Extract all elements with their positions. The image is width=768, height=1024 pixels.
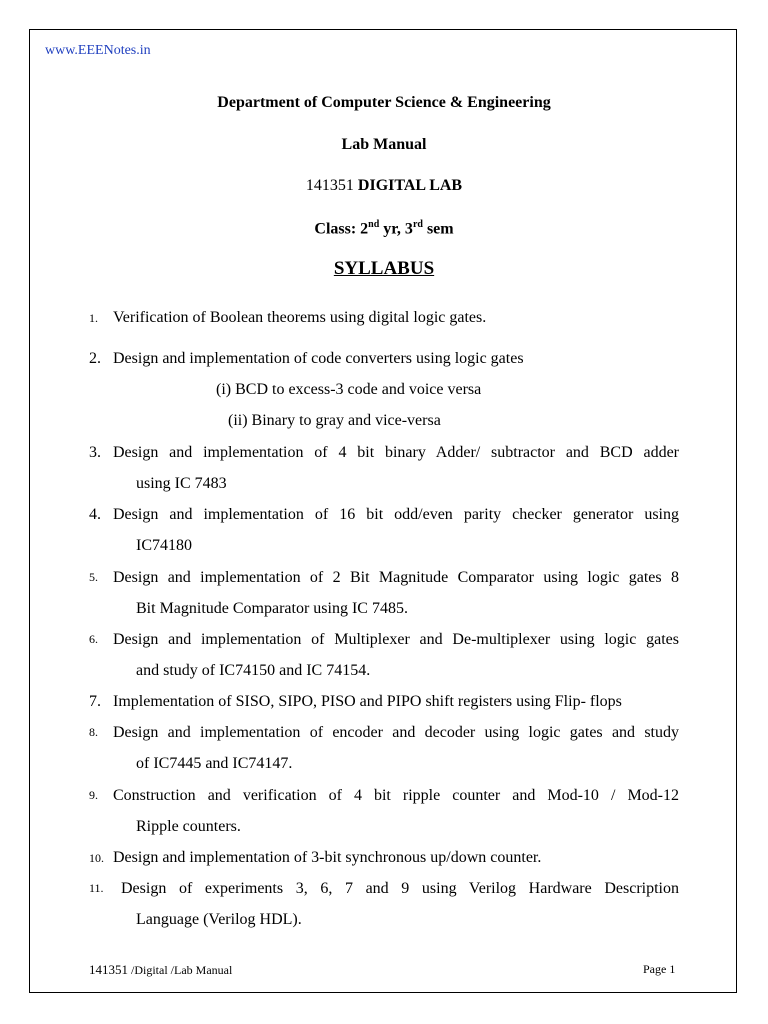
item-text: Design and implementation of 4 bit binary Adder/ subtractor and BCD adder <box>113 444 679 461</box>
item-number: 9. <box>89 788 98 802</box>
item-subpoint: (ii) Binary to gray and vice-versa <box>228 412 441 429</box>
page-number: Page 1 <box>643 962 676 976</box>
syllabus-item <box>89 343 679 374</box>
item-text: Design and implementation of encoder and decoder using logic gates and study <box>113 724 679 741</box>
class-sup-2: rd <box>412 219 423 230</box>
course-code: 141351 <box>305 177 354 194</box>
syllabus-heading: SYLLABUS <box>333 258 435 279</box>
item-text: Design and implementation of Multiplexer and De-multiplexer using logic gates <box>113 631 679 648</box>
syllabus-item <box>89 842 679 874</box>
class-info <box>0 219 768 238</box>
item-number: 8. <box>89 725 98 739</box>
syllabus-item <box>89 562 679 593</box>
syllabus-item <box>89 437 679 468</box>
item-text-continued: of IC7445 and IC74147. <box>136 755 293 772</box>
footer-code: 141351 <box>89 962 128 977</box>
item-text-continued: Bit Magnitude Comparator using IC 7485. <box>136 600 408 617</box>
item-text: Construction and verification of 4 bit ripple counter and Mod-10 / Mod-12 <box>113 787 679 804</box>
course-title <box>0 177 768 195</box>
department-title: Department of Computer Science & Engineering <box>217 94 551 111</box>
item-text-continued: Ripple counters. <box>136 818 241 835</box>
item-text-continued: IC74180 <box>136 537 192 554</box>
item-text: Design and implementation of 2 Bit Magnitude Comparator using logic gates 8 <box>113 569 679 586</box>
item-text: Design and implementation of 3-bit synchronous up/down counter. <box>113 849 542 866</box>
class-suffix: sem <box>422 220 454 238</box>
item-text-continued: Language (Verilog HDL). <box>136 911 302 928</box>
item-number: 4. <box>89 506 101 523</box>
syllabus-item <box>89 499 679 530</box>
item-number: 10. <box>89 851 104 865</box>
item-text: Design and implementation of 16 bit odd/even parity checker generator using <box>113 506 679 523</box>
item-text-continued: using IC 7483 <box>136 475 227 492</box>
manual-title: Lab Manual <box>341 136 427 153</box>
class-prefix: Class: 2 <box>314 220 369 238</box>
syllabus-item <box>89 624 679 655</box>
item-number: 1. <box>89 311 98 325</box>
footer-label: /Digital /Lab Manual <box>128 963 233 977</box>
class-mid: yr, 3 <box>379 220 413 238</box>
item-number: 7. <box>89 693 101 710</box>
item-number: 6. <box>89 632 98 646</box>
class-sup-1: nd <box>368 219 380 230</box>
item-number: 11. <box>89 881 104 895</box>
item-number: 2. <box>89 350 101 367</box>
item-text: Verification of Boolean theorems using digital logic gates. <box>113 309 487 326</box>
syllabus-item <box>89 302 679 334</box>
item-text: Design and implementation of code converters using logic gates <box>113 350 524 367</box>
syllabus-item <box>89 686 679 717</box>
syllabus-item <box>89 873 679 904</box>
item-number: 5. <box>89 570 98 584</box>
syllabus-item <box>89 780 679 811</box>
course-name: DIGITAL LAB <box>357 177 463 194</box>
item-number: 3. <box>89 444 101 461</box>
item-subpoint: (i) BCD to excess-3 code and voice versa <box>216 381 482 398</box>
syllabus-item <box>89 717 679 748</box>
item-text: Implementation of SISO, SIPO, PISO and PIPO shift registers using Flip- flops <box>113 693 622 710</box>
site-link[interactable]: www.EEENotes.in <box>45 43 151 58</box>
item-text: Design of experiments 3, 6, 7 and 9 using Verilog Hardware Description <box>121 880 679 897</box>
footer-left <box>89 962 232 978</box>
item-text-continued: and study of IC74150 and IC 74154. <box>136 662 371 679</box>
